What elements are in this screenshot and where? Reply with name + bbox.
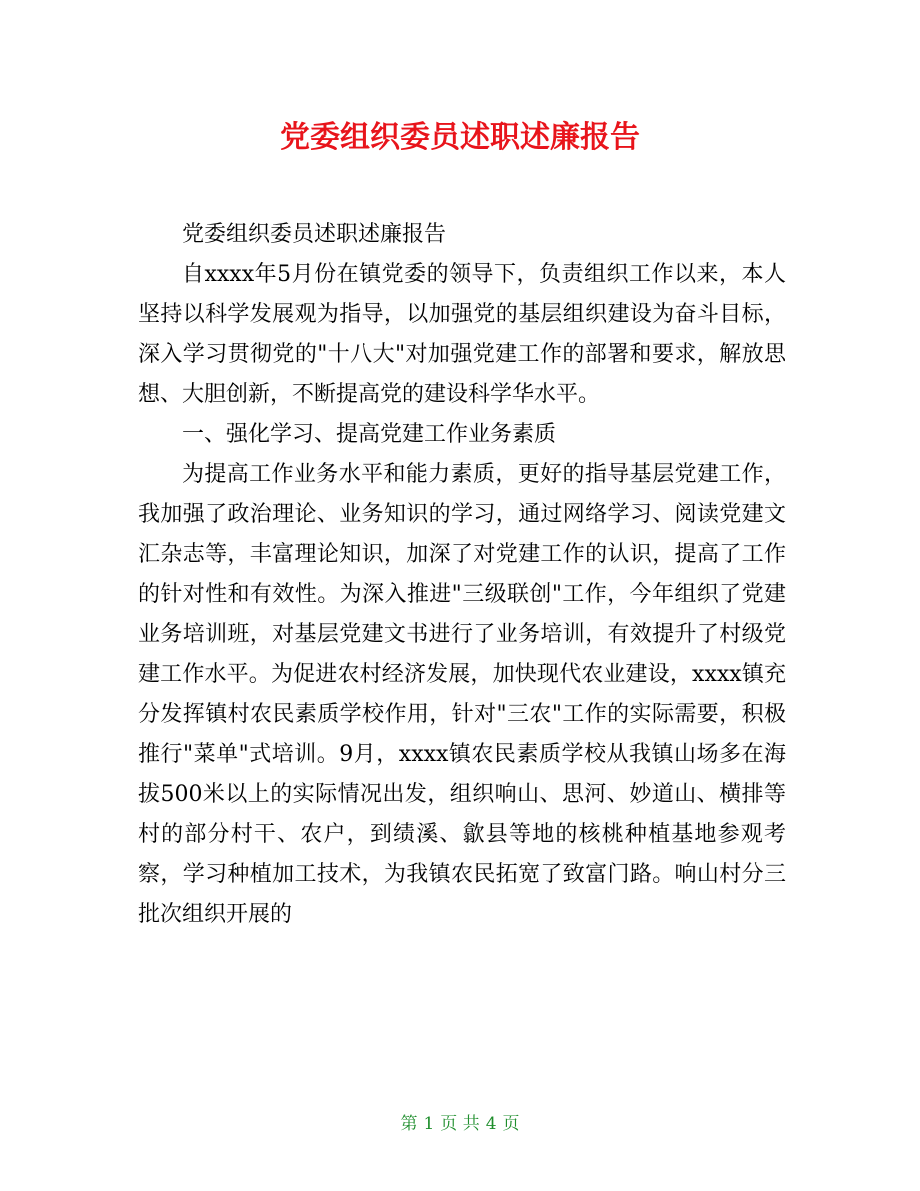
document-title: 党委组织委员述职述廉报告 [280,120,640,155]
footer-prefix: 第 [400,1114,418,1134]
paragraph-study: 为提高工作业务水平和能力素质，更好的指导基层党建工作，我加强了政治理论、业务知识的学习，通过网络学习、阅读党建文汇杂志等，丰富理论知识，加深了对党建工作的认识，提高了工作的针对性和有效性。为深入推进"三级联创"工作，今年组织了党建业务培训班，对基层党建文书进行了业务培训，有效提升了村级党建工作水平。为促进农村经济发展，加快现代农业建设，xxxx镇充分发挥镇村农民素质学校作用，针对"三农"工作的实际需要，积极推行"菜单"式培训。9月，xxxx镇农民素质学校从我镇山场多在海拔500米以上的实际情况出发，组织响山、思河、妙道山、横排等村的部分村干、农户，到绩溪、歙县等地的核桃种植基地参观考察，学习种植加工技术，为我镇农民拓宽了致富门路。响山村分三批次组织开展的 [138,462,786,927]
section-heading: 一、强化学习、提高党建工作业务素质 [182,422,557,447]
paragraph-intro: 自xxxx年5月份在镇党委的领导下，负责组织工作以来，本人坚持以科学发展观为指导，以加强党的基层组织建设为奋斗目标，深入学习贯彻党的"十八大"对加强党建工作的部署和要求，解放思想、大胆创新，不断提高党的建设科学华水平。 [138,262,786,407]
paragraph-subtitle: 党委组织委员述职述廉报告 [182,222,447,247]
footer-current-page: 1 [423,1114,435,1134]
footer-total-pages: 4 [485,1114,497,1134]
footer-middle: 页 共 [440,1114,480,1134]
footer-suffix: 页 [502,1114,520,1134]
document-body [138,215,786,935]
page-footer [0,1112,920,1136]
